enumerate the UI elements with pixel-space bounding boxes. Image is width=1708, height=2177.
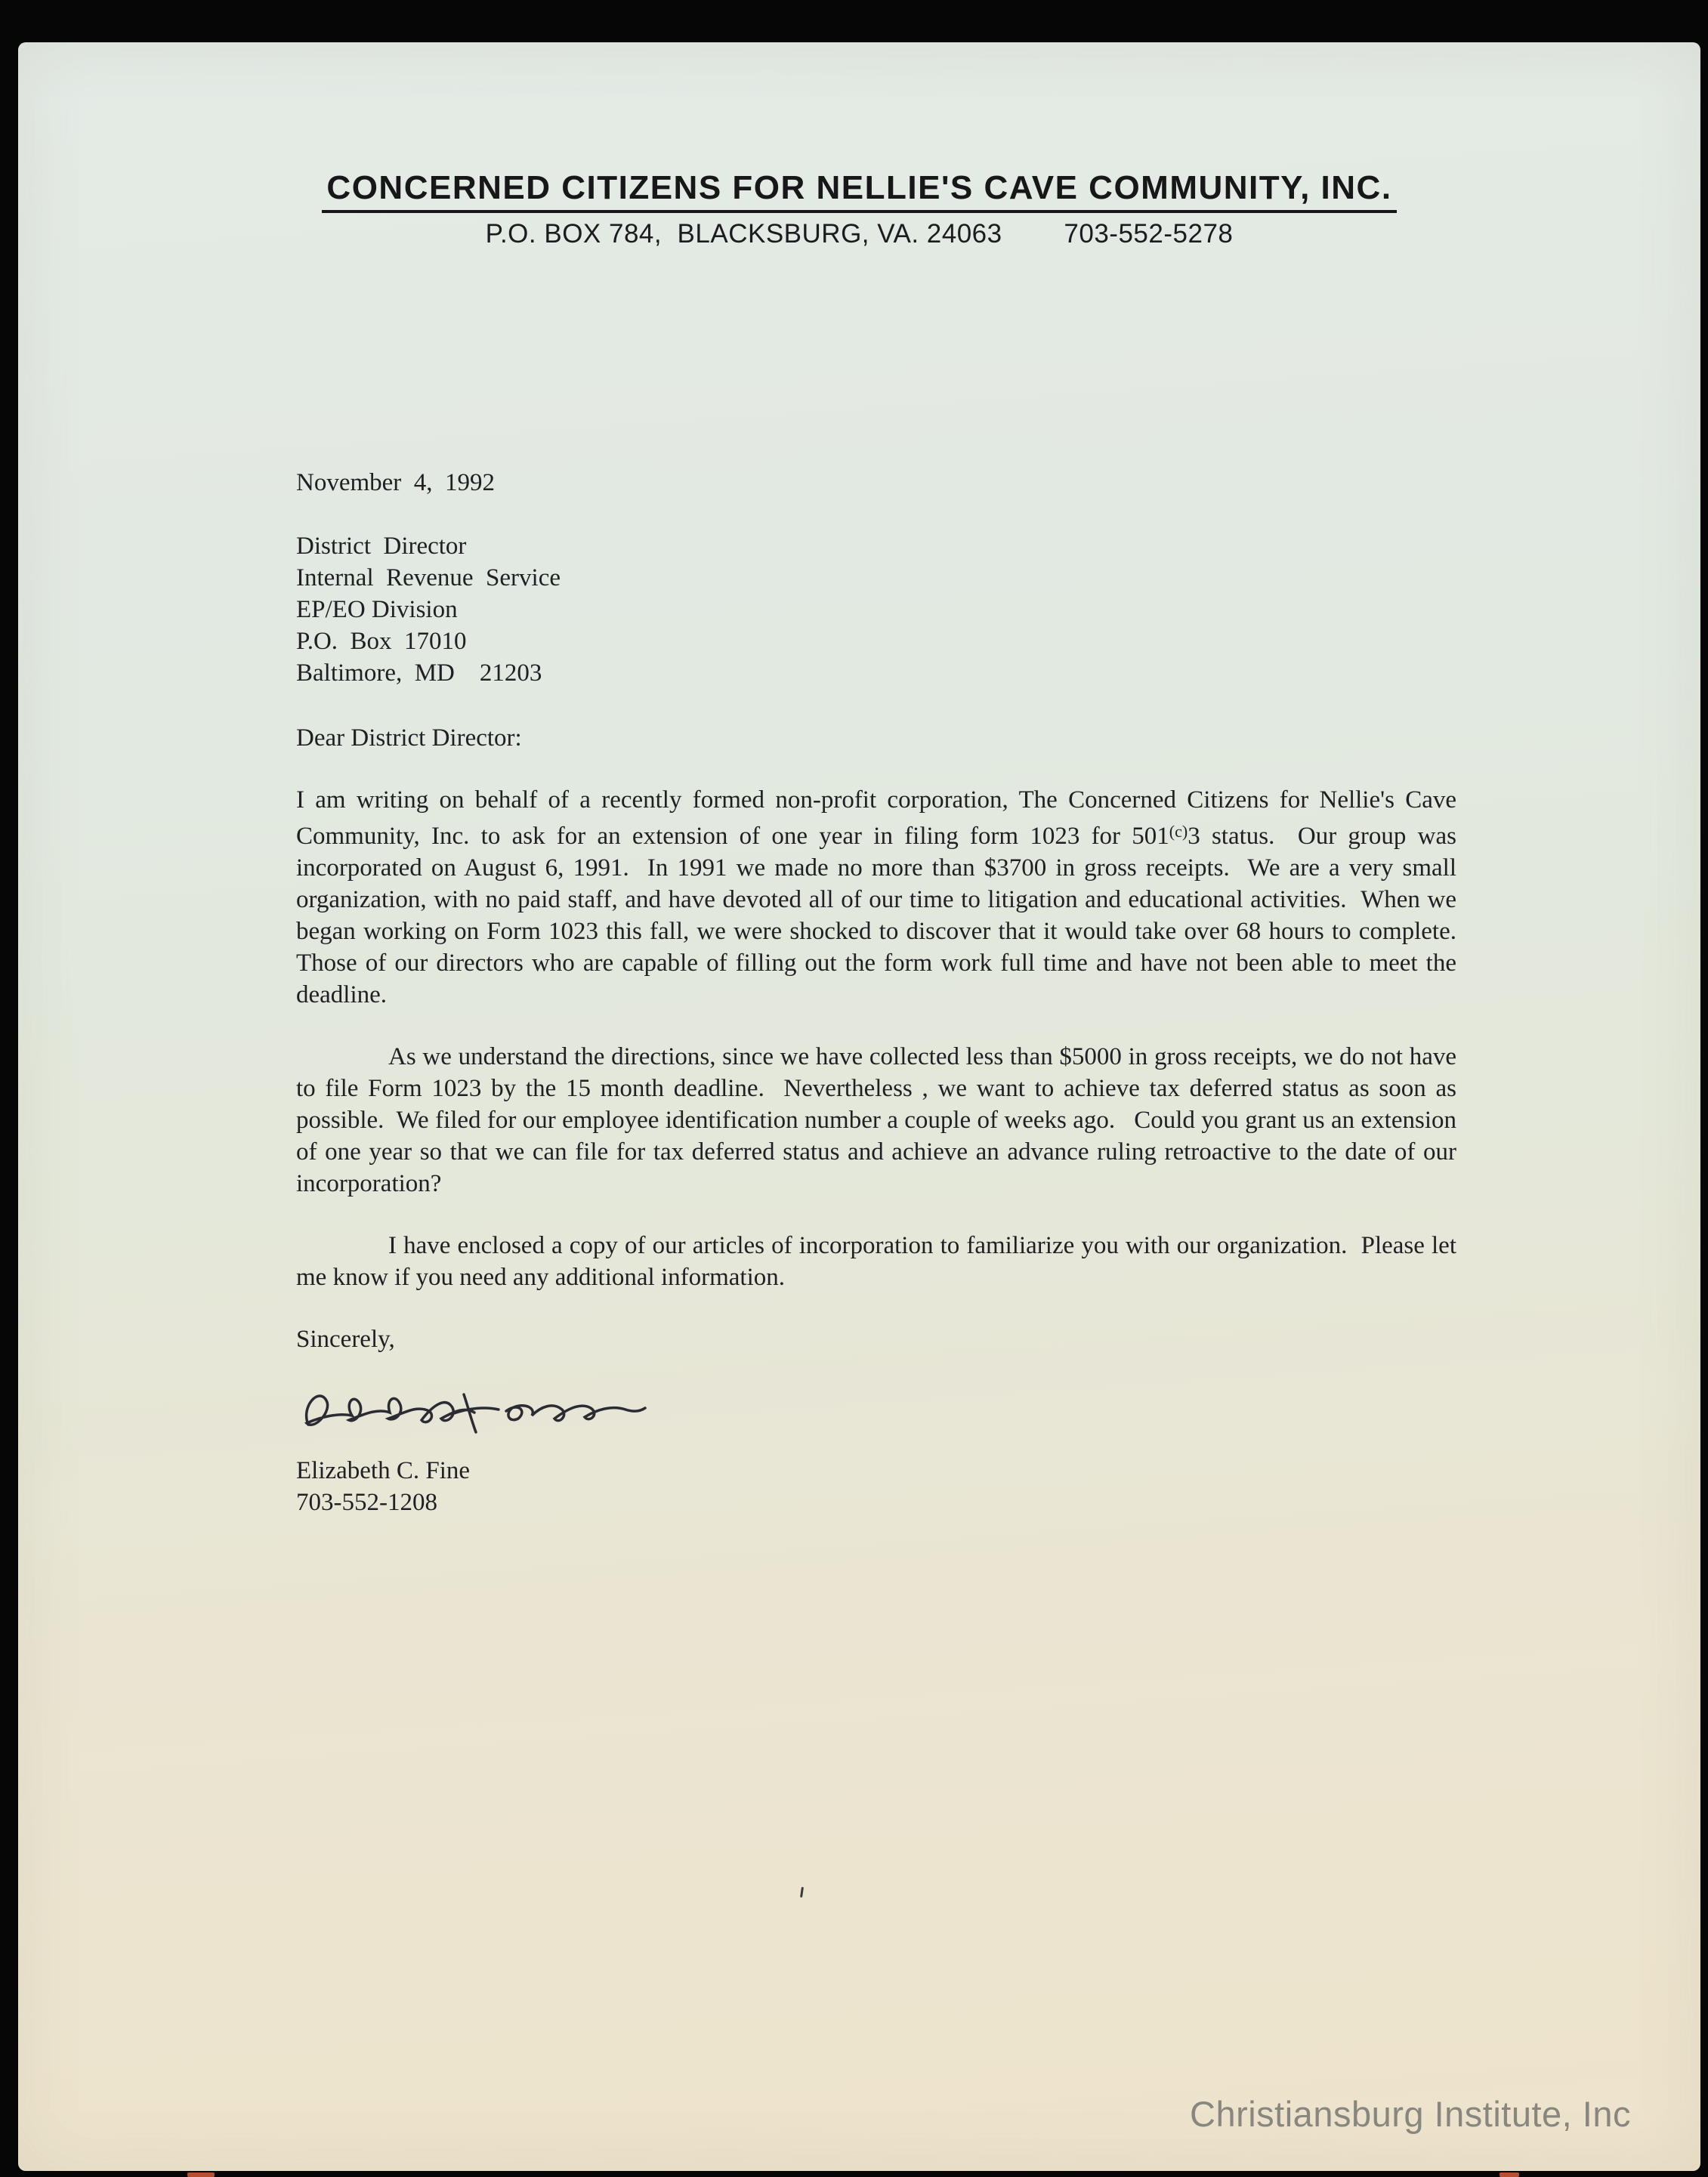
recipient-line: District Director: [296, 533, 467, 560]
signer-block: [296, 1455, 1456, 1518]
scan-artifact-red-left: [187, 2172, 215, 2177]
organization-address: P.O. BOX 784, BLACKSBURG, VA. 24063 703-552-5278: [485, 219, 1234, 249]
archive-watermark: Christiansburg Institute, Inc: [1190, 2094, 1631, 2134]
scan-artifact-red-right: [1500, 2172, 1519, 2177]
signature-scribble: [296, 1375, 651, 1453]
organization-name: CONCERNED CITIZENS FOR NELLIE'S CAVE COMMUNITY, INC.: [322, 169, 1396, 213]
letterhead: [18, 42, 1700, 249]
paragraph-1: [296, 784, 1469, 1011]
letter-page: [18, 42, 1700, 2171]
superscript-c-note: (c): [1169, 822, 1188, 841]
signer-name: Elizabeth C. Fine: [296, 1457, 471, 1484]
recipient-line: P.O. Box 17010: [296, 628, 467, 655]
signer-phone: 703-552-1208: [296, 1489, 437, 1516]
salutation: Dear District Director:: [296, 724, 522, 752]
handwritten-signature: [296, 1375, 1456, 1453]
recipient-line: Baltimore, MD 21203: [296, 659, 542, 687]
paragraph-3: I have enclosed a copy of our articles of incorporation to familiarize you with our organization. Please let me know if you need any additional information.: [296, 1232, 1463, 1291]
recipient-line: EP/EO Division: [296, 596, 458, 623]
paragraph-2: As we understand the directions, since we have collected less than $5000 in gross receipts, we do not have to file Form 1023 by the 15 month deadline. Nevertheless , we want to achieve tax deferred status as soon as possible. We filed for our employee identification number a couple of weeks ago. Could you grant us an extension of one year so that we can file for tax deferred status and achieve an advance ruling retroactive to the date of our incorporation?: [296, 1043, 1463, 1197]
letter-date: November 4, 1992: [296, 469, 496, 496]
paragraph-1-text: I am writing on behalf of a recently formed non-profit corporation, The Concerned Citizens for Nellie's Cave Community, Inc. to ask for an extension of one year in filing form 1023 for 501: [296, 786, 1463, 850]
letter-body: [296, 467, 1469, 1518]
recipient-line: Internal Revenue Service: [296, 564, 561, 591]
scan-artifact-mark: [800, 1887, 804, 1898]
recipient-address-block: [296, 530, 1456, 689]
paragraph-1-text: 3 status. Our group was incorporated on August 6, 1991. In 1991 we made no more than $3700 in gross receipts. We are a very small organization, with no paid staff, and have devoted all of our time to litigation and educational activities. When we began working on Form 1023 this fall, we were shocked to discover that it would take over 68 hours to complete. Those of our directors who are capable of filling out the form work full time and have not been able to meet the deadline.: [296, 823, 1469, 1008]
closing: Sincerely,: [296, 1326, 395, 1353]
